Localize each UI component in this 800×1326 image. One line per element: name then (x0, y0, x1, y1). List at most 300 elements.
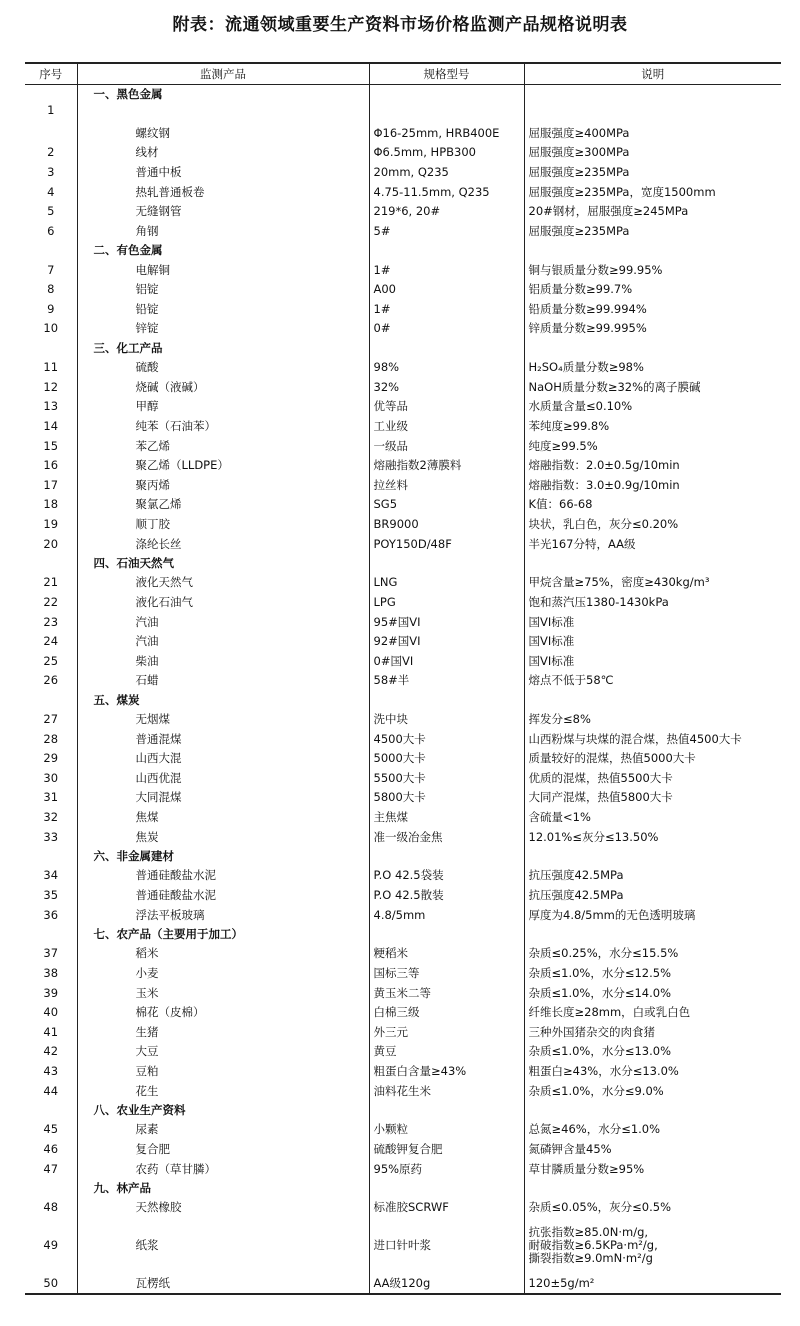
header-product: 监测产品 (77, 63, 369, 85)
header-no: 序号 (25, 63, 77, 85)
product-name: 小麦 (77, 964, 369, 984)
description (524, 827, 781, 847)
description (524, 632, 781, 652)
table-row (25, 534, 781, 554)
product-name: 锌锭 (77, 319, 369, 339)
table-row (25, 944, 781, 964)
table-row (25, 495, 781, 515)
description-line: 杂质≤1.0%，水分≤14.0% (528, 985, 672, 1000)
table-row (25, 788, 781, 808)
description-line: 撕裂指数≥9.0mN·m²/g (528, 1251, 653, 1266)
spec-model: 黄豆 (369, 1042, 524, 1062)
category-no (25, 1179, 77, 1198)
description-line: 屈服强度≥235MPa (528, 223, 630, 238)
spec-model: Φ6.5mm, HPB300 (369, 143, 524, 163)
category-name: 三、化工产品 (77, 339, 369, 358)
category-spec (369, 339, 524, 358)
description-line: 抗张指数≥85.0N·m/g, (528, 1225, 649, 1240)
row-number: 38 (25, 964, 77, 984)
spec-model: 20mm, Q235 (369, 163, 524, 183)
description (524, 300, 781, 320)
spec-model: 进口针叶浆 (369, 1218, 524, 1274)
category-desc (524, 85, 781, 105)
product-name: 纯苯（石油苯） (77, 417, 369, 437)
spec-model: 58#半 (369, 671, 524, 691)
spec-model: 准一级冶金焦 (369, 827, 524, 847)
spec-model: 主焦煤 (369, 808, 524, 828)
product-name: 尿素 (77, 1120, 369, 1140)
category-name: 八、农业生产资料 (77, 1101, 369, 1120)
description-line: 草甘膦质量分数≥95% (528, 1161, 645, 1176)
description (524, 417, 781, 437)
description (524, 612, 781, 632)
description (524, 769, 781, 789)
category-desc (524, 925, 781, 944)
product-name: 棉花（皮棉） (77, 1003, 369, 1023)
category-desc (524, 241, 781, 260)
description (524, 671, 781, 691)
table-row (25, 1274, 781, 1295)
table-row (25, 280, 781, 300)
product-name: 铅锭 (77, 300, 369, 320)
product-name: 生猪 (77, 1022, 369, 1042)
product-name: 液化石油气 (77, 593, 369, 613)
description (524, 534, 781, 554)
table-row (25, 436, 781, 456)
table-row (25, 515, 781, 535)
spec-model: 32% (369, 378, 524, 398)
spec-model: 硫酸钾复合肥 (369, 1140, 524, 1160)
row-number: 24 (25, 632, 77, 652)
spec-model: LPG (369, 593, 524, 613)
row-number: 29 (25, 749, 77, 769)
description-line: 杂质≤0.25%，水分≤15.5% (528, 946, 679, 961)
description-line: 杂质≤1.0%，水分≤12.5% (528, 965, 672, 980)
product-name: 聚乙烯（LLDPE） (77, 456, 369, 476)
description-line: 甲烷含量≥75%，密度≥430kg/m³ (528, 575, 710, 590)
spec-model: 1# (369, 260, 524, 280)
table-row (25, 1120, 781, 1140)
product-name: 电解铜 (77, 260, 369, 280)
product-name: 普通混煤 (77, 729, 369, 749)
description (524, 788, 781, 808)
description-line: NaOH质量分数≥32%的离子膜碱 (528, 379, 701, 394)
table-row (25, 475, 781, 495)
description-line: 总氮≥46%，水分≤1.0% (528, 1122, 661, 1137)
product-name: 瓦楞纸 (77, 1274, 369, 1295)
product-name: 石蜡 (77, 671, 369, 691)
description (524, 222, 781, 242)
spec-model: 219*6, 20# (369, 202, 524, 222)
product-name: 稻米 (77, 944, 369, 964)
spec-model: 0# (369, 319, 524, 339)
description-line: 熔融指数：3.0±0.9g/10min (528, 477, 680, 492)
product-name: 螺纹钢 (77, 104, 369, 143)
product-name: 豆粕 (77, 1062, 369, 1082)
product-name: 汽油 (77, 632, 369, 652)
table-row (25, 729, 781, 749)
spec-model: 拉丝料 (369, 475, 524, 495)
row-number: 9 (25, 300, 77, 320)
product-name: 聚丙烯 (77, 475, 369, 495)
spec-model: 洗中块 (369, 710, 524, 730)
category-row (25, 85, 781, 105)
description (524, 475, 781, 495)
description (524, 260, 781, 280)
description (524, 280, 781, 300)
description-line: 氮磷钾含量45% (528, 1141, 612, 1156)
description-line: 国VI标准 (528, 614, 575, 629)
spec-model: 黄玉米二等 (369, 983, 524, 1003)
product-name: 大同混煤 (77, 788, 369, 808)
category-desc (524, 691, 781, 710)
spec-model: 国标三等 (369, 964, 524, 984)
table-row (25, 163, 781, 183)
spec-model: Φ16-25mm, HRB400E (369, 104, 524, 143)
category-spec (369, 241, 524, 260)
table-row (25, 808, 781, 828)
description-line: H₂SO₄质量分数≥98% (528, 360, 644, 375)
description (524, 808, 781, 828)
row-number: 23 (25, 612, 77, 632)
row-number: 27 (25, 710, 77, 730)
spec-model: 工业级 (369, 417, 524, 437)
row-number: 26 (25, 671, 77, 691)
description (524, 202, 781, 222)
description (524, 573, 781, 593)
row-number: 12 (25, 378, 77, 398)
row-number: 28 (25, 729, 77, 749)
description-line: 120±5g/m² (528, 1275, 595, 1290)
category-name: 一、黑色金属 (77, 85, 369, 105)
row-number: 37 (25, 944, 77, 964)
product-name: 浮法平板玻璃 (77, 905, 369, 925)
table-row (25, 1140, 781, 1160)
product-name: 无烟煤 (77, 710, 369, 730)
spec-model: 4.8/5mm (369, 905, 524, 925)
product-name: 苯乙烯 (77, 436, 369, 456)
category-desc (524, 847, 781, 866)
header-row (25, 63, 781, 85)
description-line: 熔点不低于58℃ (528, 673, 614, 688)
row-number: 40 (25, 1003, 77, 1023)
header-desc: 说明 (524, 63, 781, 85)
row-number: 21 (25, 573, 77, 593)
spec-model: POY150D/48F (369, 534, 524, 554)
row-number: 31 (25, 788, 77, 808)
category-spec (369, 1179, 524, 1198)
table-row (25, 573, 781, 593)
description (524, 964, 781, 984)
product-name: 普通硅酸盐水泥 (77, 886, 369, 906)
table-row (25, 260, 781, 280)
category-no (25, 691, 77, 710)
table-row (25, 202, 781, 222)
row-number: 30 (25, 769, 77, 789)
row-number: 8 (25, 280, 77, 300)
table-row (25, 222, 781, 242)
spec-model: 优等品 (369, 397, 524, 417)
product-name: 甲醇 (77, 397, 369, 417)
spec-model: BR9000 (369, 515, 524, 535)
description (524, 749, 781, 769)
row-number: 44 (25, 1081, 77, 1101)
row-number: 33 (25, 827, 77, 847)
description (524, 651, 781, 671)
product-name: 顺丁胶 (77, 515, 369, 535)
description-line: 块状，乳白色，灰分≤0.20% (528, 516, 679, 531)
category-row (25, 1179, 781, 1198)
product-name: 玉米 (77, 983, 369, 1003)
product-name: 聚氯乙烯 (77, 495, 369, 515)
table-row (25, 905, 781, 925)
table-row (25, 300, 781, 320)
spec-model: 小颗粒 (369, 1120, 524, 1140)
description-line: 厚度为4.8/5mm的无色透明玻璃 (528, 907, 696, 922)
product-name: 普通硅酸盐水泥 (77, 866, 369, 886)
description (524, 866, 781, 886)
spec-model: 92#国VI (369, 632, 524, 652)
description (524, 944, 781, 964)
description (524, 397, 781, 417)
description-line: 半光167分特，AA级 (528, 536, 636, 551)
category-spec (369, 1101, 524, 1120)
description-line: 国VI标准 (528, 653, 575, 668)
product-name: 汽油 (77, 612, 369, 632)
spec-model: 0#国VI (369, 651, 524, 671)
category-name: 二、有色金属 (77, 241, 369, 260)
description-line: 铜与银质量分数≥99.95% (528, 262, 663, 277)
row-number: 43 (25, 1062, 77, 1082)
spec-model: LNG (369, 573, 524, 593)
table-row (25, 358, 781, 378)
description-line: 杂质≤1.0%，水分≤9.0% (528, 1083, 664, 1098)
spec-model: 4500大卡 (369, 729, 524, 749)
spec-model: 5500大卡 (369, 769, 524, 789)
row-number: 46 (25, 1140, 77, 1160)
description-line: 优质的混煤，热值5500大卡 (528, 770, 673, 785)
product-name: 热轧普通板卷 (77, 182, 369, 202)
row-number: 50 (25, 1274, 77, 1295)
spec-model: 5# (369, 222, 524, 242)
category-row (25, 691, 781, 710)
description (524, 905, 781, 925)
spec-model: 粳稻米 (369, 944, 524, 964)
product-name: 线材 (77, 143, 369, 163)
row-number: 17 (25, 475, 77, 495)
row-number: 7 (25, 260, 77, 280)
product-name: 硫酸 (77, 358, 369, 378)
table-row (25, 671, 781, 691)
row-number: 22 (25, 593, 77, 613)
spec-model: 5800大卡 (369, 788, 524, 808)
spec-model: 4.75-11.5mm, Q235 (369, 182, 524, 202)
table-row (25, 866, 781, 886)
row-number: 20 (25, 534, 77, 554)
table-row (25, 1159, 781, 1179)
description (524, 886, 781, 906)
category-desc (524, 1179, 781, 1198)
row-number: 48 (25, 1198, 77, 1218)
spec-model: P.O 42.5散装 (369, 886, 524, 906)
description (524, 319, 781, 339)
product-name: 液化天然气 (77, 573, 369, 593)
description-line: 12.01%≤灰分≤13.50% (528, 829, 659, 844)
description-line: 含硫量<1% (528, 810, 591, 825)
description (524, 104, 781, 143)
product-name: 烧碱（液碱） (77, 378, 369, 398)
table-body (25, 85, 781, 1295)
row-number: 42 (25, 1042, 77, 1062)
product-name: 山西优混 (77, 769, 369, 789)
row-number: 47 (25, 1159, 77, 1179)
category-name: 四、石油天然气 (77, 554, 369, 573)
description (524, 1198, 781, 1218)
description (524, 378, 781, 398)
description-line: 屈服强度≥235MPa (528, 165, 630, 180)
spec-model: P.O 42.5袋装 (369, 866, 524, 886)
description (524, 593, 781, 613)
table-row (25, 1062, 781, 1082)
category-row (25, 241, 781, 260)
category-desc (524, 554, 781, 573)
row-number: 45 (25, 1120, 77, 1140)
description-line: 山西粉煤与块煤的混合煤，热值4500大卡 (528, 731, 742, 746)
header-spec: 规格型号 (369, 63, 524, 85)
row-number: 14 (25, 417, 77, 437)
product-name: 柴油 (77, 651, 369, 671)
category-row (25, 847, 781, 866)
description-line: 国VI标准 (528, 634, 575, 649)
description (524, 1159, 781, 1179)
row-number: 1 (25, 104, 77, 143)
description (524, 436, 781, 456)
spec-model: 5000大卡 (369, 749, 524, 769)
description-line: 屈服强度≥300MPa (528, 145, 630, 160)
spec-model: 外三元 (369, 1022, 524, 1042)
row-number: 34 (25, 866, 77, 886)
category-no (25, 85, 77, 105)
category-no (25, 339, 77, 358)
table-row (25, 1042, 781, 1062)
description (524, 515, 781, 535)
row-number: 16 (25, 456, 77, 476)
spec-model: AA级120g (369, 1274, 524, 1295)
product-name: 山西大混 (77, 749, 369, 769)
description (524, 710, 781, 730)
description-line: 铝质量分数≥99.7% (528, 282, 633, 297)
description-line: K值：66-68 (528, 497, 593, 512)
table-row (25, 378, 781, 398)
table-row (25, 983, 781, 1003)
row-number: 25 (25, 651, 77, 671)
table-title: 附表：流通领域重要生产资料市场价格监测产品规格说明表 (172, 15, 628, 35)
description (524, 1062, 781, 1082)
table-row (25, 749, 781, 769)
description (524, 1003, 781, 1023)
description-line: 抗压强度42.5MPa (528, 868, 624, 883)
product-name: 普通中板 (77, 163, 369, 183)
category-spec (369, 925, 524, 944)
table-row (25, 1003, 781, 1023)
description-line: 纤维长度≥28mm，白或乳白色 (528, 1005, 691, 1020)
table-row (25, 886, 781, 906)
category-name: 六、非金属建材 (77, 847, 369, 866)
table-row (25, 319, 781, 339)
description-line: 大同产混煤，热值5800大卡 (528, 790, 673, 805)
row-number: 36 (25, 905, 77, 925)
row-number: 49 (25, 1218, 77, 1274)
description (524, 182, 781, 202)
table-row (25, 182, 781, 202)
row-number: 19 (25, 515, 77, 535)
table-row (25, 1081, 781, 1101)
table-row (25, 1198, 781, 1218)
description (524, 983, 781, 1003)
category-no (25, 554, 77, 573)
description-line: 水质量含量≤0.10% (528, 399, 633, 414)
spec-model: 一级品 (369, 436, 524, 456)
category-row (25, 339, 781, 358)
spec-model: 1# (369, 300, 524, 320)
category-name: 九、林产品 (77, 1179, 369, 1198)
table-row (25, 632, 781, 652)
row-number: 39 (25, 983, 77, 1003)
description-line: 杂质≤1.0%，水分≤13.0% (528, 1044, 672, 1059)
product-name: 复合肥 (77, 1140, 369, 1160)
spec-model: 标准胶SCRWF (369, 1198, 524, 1218)
spec-model: 95#国VI (369, 612, 524, 632)
row-number: 35 (25, 886, 77, 906)
description-line: 屈服强度≥235MPa，宽度1500mm (528, 184, 716, 199)
description-line: 熔融指数：2.0±0.5g/10min (528, 458, 680, 473)
row-number: 10 (25, 319, 77, 339)
spec-model: 98% (369, 358, 524, 378)
product-name: 涤纶长丝 (77, 534, 369, 554)
description-line: 粗蛋白≥43%，水分≤13.0% (528, 1063, 679, 1078)
row-number: 2 (25, 143, 77, 163)
product-name: 纸浆 (77, 1218, 369, 1274)
category-desc (524, 339, 781, 358)
product-name: 无缝钢管 (77, 202, 369, 222)
table-row (25, 143, 781, 163)
spec-model: A00 (369, 280, 524, 300)
product-name: 铝锭 (77, 280, 369, 300)
description (524, 1120, 781, 1140)
table-row (25, 710, 781, 730)
description-line: 屈服强度≥400MPa (528, 126, 630, 141)
description-line: 铅质量分数≥99.994% (528, 301, 647, 316)
table-row (25, 1022, 781, 1042)
product-name: 焦煤 (77, 808, 369, 828)
description (524, 1042, 781, 1062)
category-spec (369, 554, 524, 573)
spec-model: 油料花生米 (369, 1081, 524, 1101)
category-no (25, 925, 77, 944)
row-number: 6 (25, 222, 77, 242)
table-row (25, 456, 781, 476)
product-name: 大豆 (77, 1042, 369, 1062)
table-row (25, 593, 781, 613)
row-number: 18 (25, 495, 77, 515)
category-row (25, 925, 781, 944)
description (524, 1022, 781, 1042)
description (524, 358, 781, 378)
description (524, 1274, 781, 1295)
table-row (25, 417, 781, 437)
category-row (25, 1101, 781, 1120)
spec-table (25, 62, 781, 1295)
